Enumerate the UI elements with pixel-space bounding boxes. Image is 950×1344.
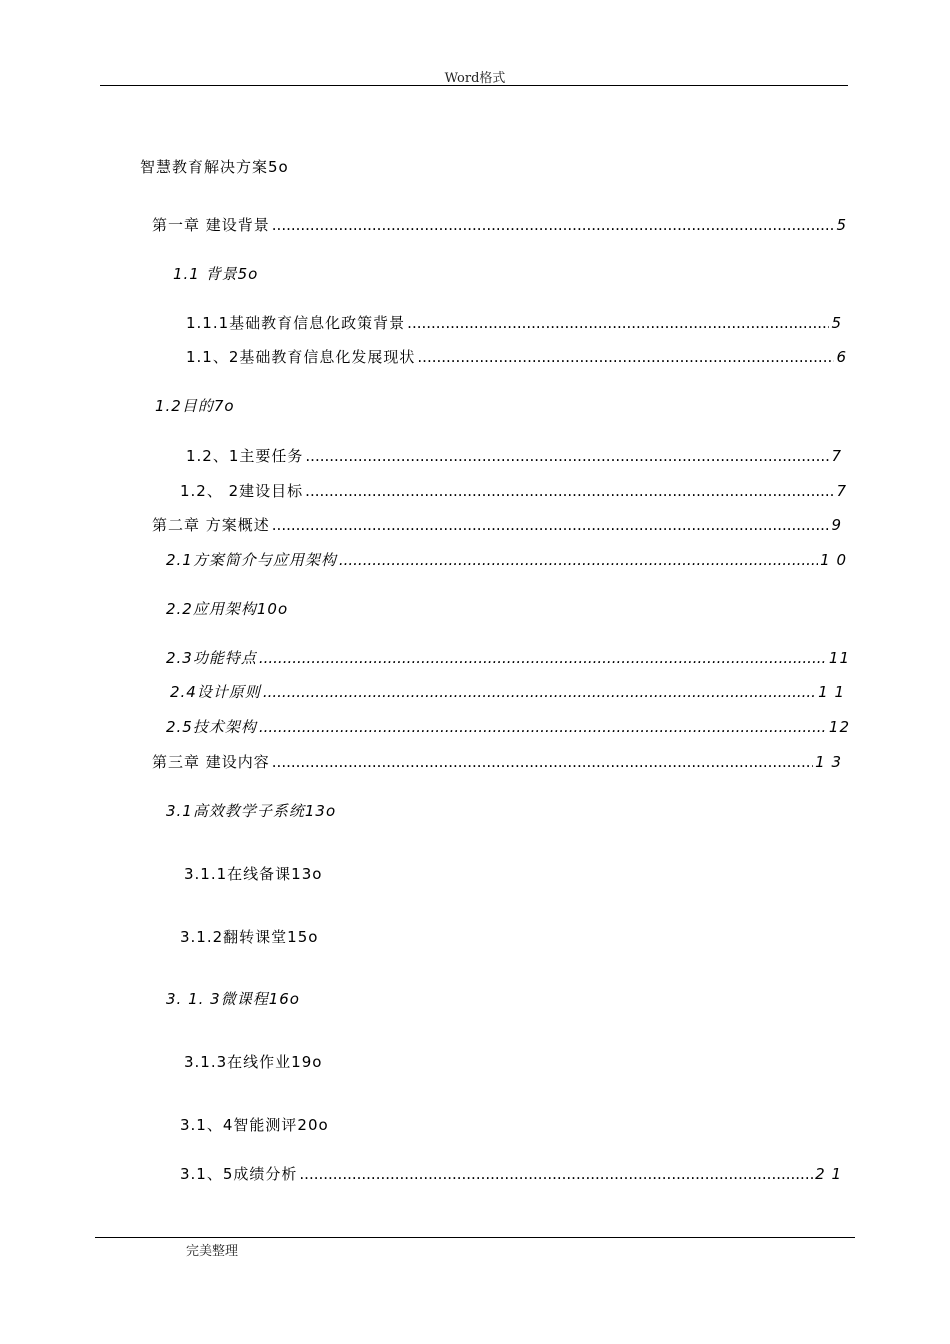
toc-entry-page: 1 0 [820, 551, 847, 569]
toc-entry-label: 2.3功能特点 [166, 649, 257, 667]
toc-entry-page: 7 [836, 482, 847, 500]
toc-entry[interactable] [152, 214, 847, 235]
toc-entry-label: 1.2、 2建设目标 [180, 482, 304, 500]
toc-entry-label[interactable]: 3.1高效教学子系统13o [166, 802, 337, 820]
toc-entry-label[interactable]: 1.1 背景5o [173, 265, 259, 283]
toc-leader-dots [263, 683, 816, 701]
toc-entry-label: 2.1方案简介与应用架构 [166, 551, 337, 569]
toc-entry[interactable] [170, 681, 845, 702]
page-footer-text: 完美整理 [186, 1244, 239, 1259]
toc-entry-label[interactable]: 3.1.1在线备课13o [184, 865, 323, 883]
toc-leader-dots [305, 482, 834, 500]
toc-entry-label[interactable]: 3.1.2翻转课堂15o [180, 928, 319, 946]
toc-entry-label: 1.2、1主要任务 [186, 447, 304, 465]
toc-entry-page: 5 [836, 216, 847, 234]
toc-leader-dots [272, 753, 813, 771]
toc-entry[interactable] [186, 312, 842, 333]
toc-entry[interactable] [186, 445, 842, 466]
toc-leader-dots [305, 447, 829, 465]
toc-entry-label: 3.1、5成绩分析 [180, 1165, 298, 1183]
toc-entry-label: 2.5技术架构 [166, 718, 257, 736]
toc-entry-label: 第三章 建设内容 [152, 753, 270, 771]
document-title: 智慧教育解决方案5o [140, 158, 289, 176]
toc-entry-label[interactable]: 3.1、4智能测评20o [180, 1116, 329, 1134]
toc-entry-label: 第一章 建设背景 [152, 216, 270, 234]
toc-entry-label: 1.1.1基础教育信息化政策背景 [186, 314, 406, 332]
toc-entry-label: 第二章 方案概述 [152, 516, 270, 534]
toc-entry-page: 9 [831, 516, 842, 534]
toc-entry-page: 1 1 [818, 683, 845, 701]
toc-leader-dots [259, 649, 827, 667]
toc-entry-label: 2.4设计原则 [170, 683, 261, 701]
toc-entry-page: 2 1 [815, 1165, 842, 1183]
toc-entry-label[interactable]: 2.2应用架构10o [166, 600, 289, 618]
toc-leader-dots [407, 314, 829, 332]
toc-entry[interactable] [152, 751, 842, 772]
toc-leader-dots [259, 718, 827, 736]
toc-entry[interactable] [180, 480, 847, 501]
toc-entry-label: 1.1、2基础教育信息化发展现状 [186, 348, 416, 366]
header-divider [100, 85, 848, 86]
toc-entry-page: 6 [836, 348, 847, 366]
toc-entry[interactable] [152, 514, 842, 535]
toc-entry-label[interactable]: 1.2目的7o [155, 397, 235, 415]
toc-leader-dots [272, 516, 830, 534]
toc-entry-page: 5 [831, 314, 842, 332]
toc-leader-dots [339, 551, 818, 569]
page-header-text: Word格式 [444, 71, 506, 86]
toc-entry-label[interactable]: 3.1.3在线作业19o [184, 1053, 323, 1071]
toc-entry[interactable] [166, 549, 847, 570]
toc-entry[interactable] [166, 647, 850, 668]
toc-entry[interactable] [166, 716, 850, 737]
toc-leader-dots [417, 348, 834, 366]
toc-entry-page: 12 [828, 718, 850, 736]
toc-entry-page: 11 [828, 649, 850, 667]
toc-entry-page: 1 3 [815, 753, 842, 771]
toc-entry-page: 7 [831, 447, 842, 465]
toc-entry[interactable] [186, 346, 847, 367]
toc-entry[interactable] [180, 1163, 842, 1184]
footer-divider [95, 1237, 855, 1238]
toc-leader-dots [272, 216, 835, 234]
toc-leader-dots [299, 1165, 813, 1183]
toc-entry-label[interactable]: 3. 1. 3微课程16o [166, 990, 300, 1008]
